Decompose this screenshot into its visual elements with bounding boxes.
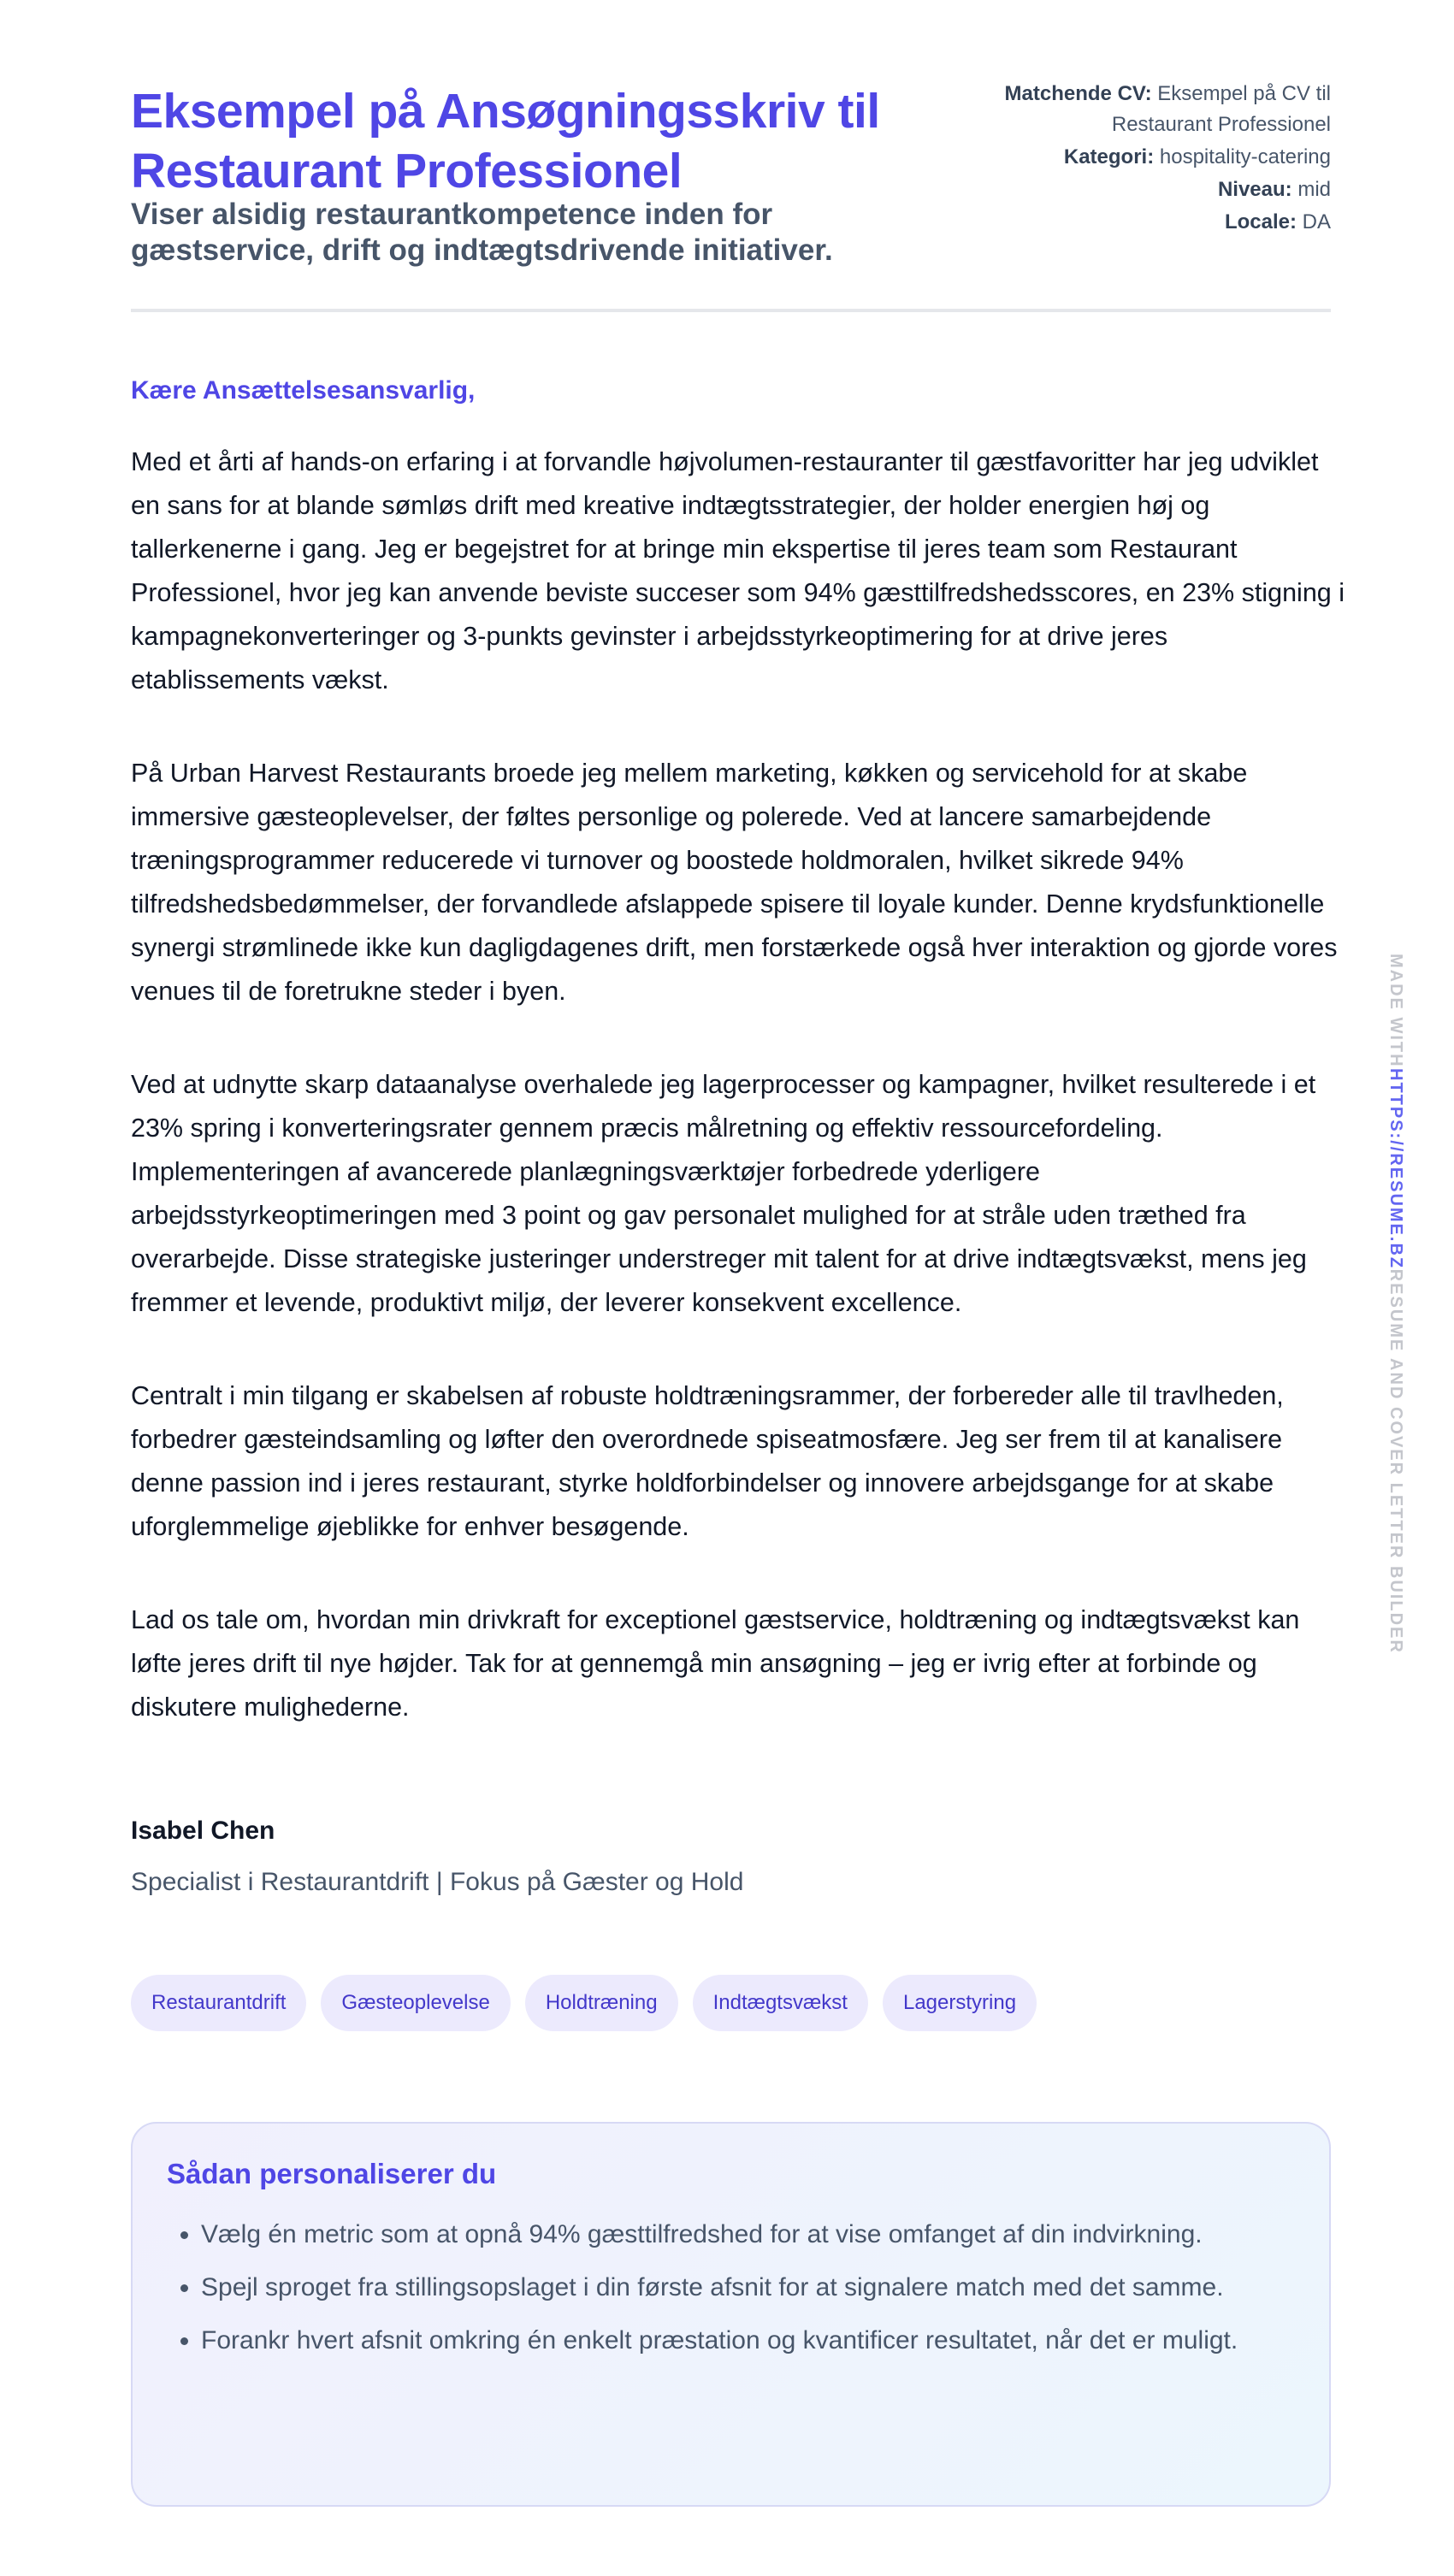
tips-title: Sådan personaliserer du	[167, 2158, 497, 2189]
page-title: Eksempel på Ansøgningsskriv til Restaurant Professionel	[131, 84, 880, 198]
meta-level: Niveau: mid	[1217, 178, 1331, 201]
page-subtitle: Viser alsidig restaurantkompetence inden for gæstservice, drift og indtægtsdrivende initiativer.	[131, 198, 833, 267]
tag: Indtægtsvækst	[693, 1975, 868, 2031]
tag: Lagerstyring	[883, 1975, 1037, 2031]
header	[131, 0, 1331, 312]
cover-letter-page	[131, 0, 1345, 2354]
tag-list	[131, 1975, 1037, 2031]
resume-link[interactable]: HTTPS://RESUME.BZ	[1386, 1067, 1405, 1269]
tip-item: • Spejl sproget fra stillingsopslaget i din første afsnit for at signalere match med det samme.	[201, 2266, 1295, 2310]
personalization-tips	[131, 2122, 1331, 2507]
meta-category: Kategori: hospitality-catering	[1063, 145, 1331, 168]
signature-title: Specialist i Restaurantdrift | Fokus på Gæster og Hold	[131, 1868, 744, 1896]
meta-matching-cv: Matchende CV: Eksempel på CV til Restaurant Professionel	[1004, 82, 1331, 136]
paragraph: På Urban Harvest Restaurants broede jeg mellem marketing, køkken og servicehold for at skabe immersive gæsteoplevelser, der føltes personlige og polerede. Ved at lancere samarbejdende træningsprogrammer reducerede vi turnover og boostede holdmoralen, hvilket sikrede 94% tilfredshedsbedømmelser, der forvandlede afslappede spisere til loyale kunder. Denne krydsfunktionelle synergi strømlinede ikke kun dagligdagenes drift, men forstærkede også hver interaktion og gjorde vores venues til de foretrukne steder i byen.	[131, 759, 1338, 1006]
paragraph: Lad os tale om, hvordan min drivkraft for exceptionel gæstservice, holdtræning og indtægtsvækst kan løfte jeres drift til nye højder. Tak for at gennemgå min ansøgning – jeg er ivrig efter at forbinde og diskutere mulighederne.	[131, 1605, 1300, 1722]
paragraph: Med et årti af hands-on erfaring i at forvandle højvolumen-restauranter til gæstfavoritter har jeg udviklet en sans for at blande sømløs drift med kreative indtægtsstrategier, der holder energien høj og tallerkenerne i gang. Jeg er begejstret for at bringe min ekspertise til jeres team som Restaurant Professionel, hvor jeg kan anvende beviste succeser som 94% gæsttilfredshedsscores, en 23% stigning i kampagnekonverteringer og 3-punkts gevinster i arbejdsstyrkeoptimering for at drive jeres etablissements vækst.	[131, 447, 1345, 694]
watermark: MADE WITHHTTPS://RESUME.BZRESUME AND COVER LETTER BUILDER	[1386, 954, 1405, 1654]
tip-item: • Vælg én metric som at opnå 94% gæsttilfredshed for at vise omfanget af din indvirkning.	[201, 2213, 1295, 2257]
meta-info	[972, 79, 1331, 239]
tips-list	[167, 2213, 1295, 2363]
tag: Holdtræning	[525, 1975, 678, 2031]
tag: Restaurantdrift	[131, 1975, 306, 2031]
signature-name: Isabel Chen	[131, 1817, 275, 1845]
paragraph: Centralt i min tilgang er skabelsen af robuste holdtræningsrammer, der forbereder alle til travlheden, forbedrer gæsteindsamling og løfter den overordnede spiseatmosfære. Jeg ser frem til at kanalisere denne passion ind i jeres restaurant, styrke holdforbindelser og innovere arbejdsgange for at skabe uforglemmelige øjeblikke for enhver besøgende.	[131, 1381, 1284, 1541]
greeting: Kære Ansættelsesansvarlig,	[131, 376, 476, 405]
meta-locale: Locale: DA	[1224, 210, 1331, 233]
letter-body	[131, 440, 1345, 1779]
paragraph: Ved at udnytte skarp dataanalyse overhalede jeg lagerprocesser og kampagner, hvilket resulterede i et 23% spring i konverteringsrater gennem præcis målretning og effektiv ressourcefordeling. Implementeringen af avancerede planlægningsværktøjer forbedrede yderligere arbejdsstyrkeoptimeringen med 3 point og gav personalet mulighed for at stråle uden træthed fra overarbejde. Disse strategiske justeringer understreger mit talent for at drive indtægtsvækst, mens jeg fremmer et levende, produktivt miljø, der leverer konsekvent excellence.	[131, 1070, 1316, 1317]
tag: Gæsteoplevelse	[321, 1975, 510, 2031]
tip-item: • Forankr hvert afsnit omkring én enkelt præstation og kvantificer resultatet, når det er muligt.	[201, 2319, 1295, 2363]
